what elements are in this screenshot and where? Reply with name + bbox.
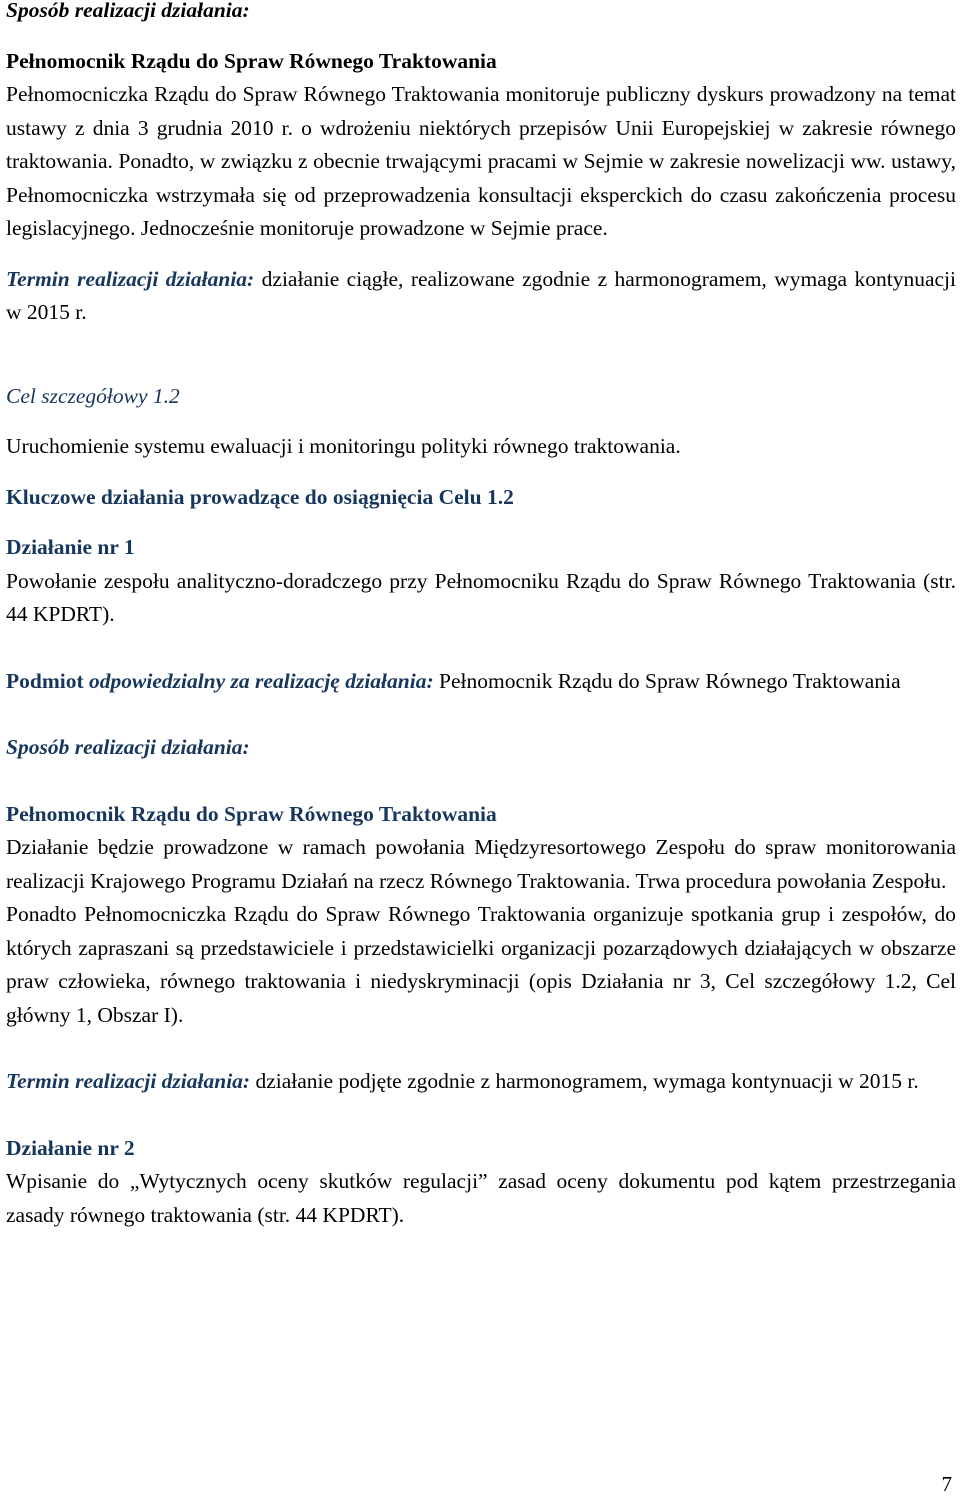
responsible-org-1: Pełnomocnik Rządu do Spraw Równego Traktowania	[6, 48, 497, 73]
sposob-label-1: Sposób realizacji działania:	[6, 0, 250, 22]
termin-label-1: Termin realizacji działania:	[6, 266, 255, 291]
sposob-label-2: Sposób realizacji działania:	[6, 735, 250, 759]
termin-paragraph-1	[6, 263, 956, 330]
termin-label-2: Termin realizacji działania:	[6, 1069, 251, 1093]
podmiot-word: Podmiot	[6, 668, 84, 693]
paragraph-monitoring: Pełnomocniczka Rządu do Spraw Równego Traktowania monitoruje publiczny dyskurs prowadzony na temat ustawy z dnia 3 grudnia 2010 r. o wdrożeniu niektórych przepisów Unii Europejskiej w zakresie równego traktowania. Ponadto, w związku z obecnie trwającymi pracami w Sejmie w zakresie nowelizacji ww. ustawy, Pełnomocniczka wstrzymała się od przeprowadzenia konsultacji eksperckich do czasu zakończenia procesu legislacyjnego. Jednocześnie monitoruje prowadzone w Sejmie prace.	[6, 82, 956, 240]
podmiot-value: Pełnomocnik Rządu do Spraw Równego Traktowania	[439, 668, 901, 693]
paragraph-spotkania: Ponadto Pełnomocniczka Rządu do Spraw Równego Traktowania organizuje spotkania grup i zespołów, do których zapraszani są przedstawiciele i przedstawicielki organizacji pozarządowych działających w obszarze praw człowieka, równego traktowania i niedyskryminacji (opis Działania nr 3, Cel szczegółowy 1.2, Cel główny 1, Obszar I).	[6, 902, 956, 1027]
paragraph-zespol: Działanie będzie prowadzone w ramach powołania Międzyresortowego Zespołu do spraw monitorowania realizacji Krajowego Programu Działań na rzecz Równego Traktowania. Trwa procedura powołania Zespołu.	[6, 835, 956, 893]
cel-szczegolowy-text: Uruchomienie systemu ewaluacji i monitoringu polityki równego traktowania.	[6, 434, 681, 458]
dzialanie-1-text: Powołanie zespołu analityczno-doradczego przy Pełnomocniku Rządu do Spraw Równego Traktowania (str. 44 KPDRT).	[6, 568, 956, 626]
document-page	[6, 0, 956, 1232]
dzialanie-1-heading: Działanie nr 1	[6, 535, 135, 559]
dzialanie-2-text: Wpisanie do „Wytycznych oceny skutków regulacji” zasad oceny dokumentu pod kątem przestrzegania zasady równego traktowania (str. 44 KPDRT).	[6, 1169, 956, 1227]
termin-text-2: działanie podjęte zgodnie z harmonogramem, wymaga kontynuacji w 2015 r.	[255, 1069, 919, 1093]
page-number: 7	[941, 1472, 952, 1496]
responsible-org-2: Pełnomocnik Rządu do Spraw Równego Traktowania	[6, 801, 497, 826]
kluczowe-dzialania-heading: Kluczowe działania prowadzące do osiągnięcia Celu 1.2	[6, 484, 514, 509]
dzialanie-2-heading: Działanie nr 2	[6, 1135, 135, 1160]
podmiot-paragraph	[6, 665, 956, 699]
termin-text-1: działanie ciągłe, realizowane zgodnie z harmonogramem, wymaga kontynuacji w 2015 r.	[6, 266, 957, 324]
podmiot-label: odpowiedzialny za realizację działania:	[89, 668, 434, 693]
cel-szczegolowy-label: Cel szczegółowy 1.2	[6, 383, 180, 408]
termin-paragraph-2	[6, 1065, 956, 1099]
